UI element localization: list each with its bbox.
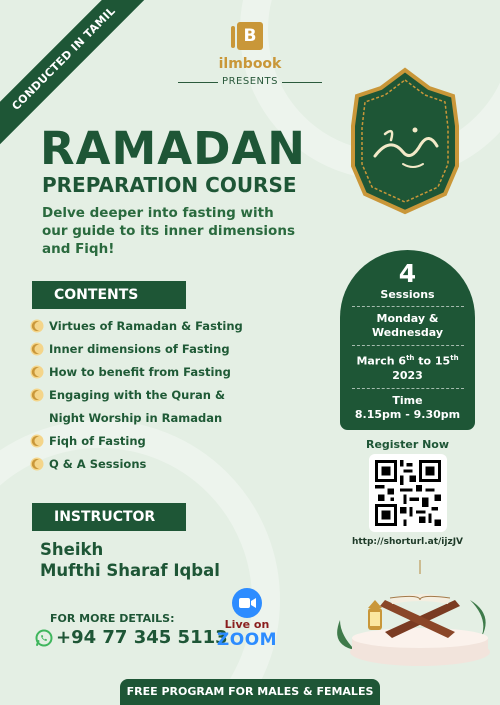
list-item — [30, 387, 243, 426]
footer-banner: FREE PROGRAM FOR MALES & FEMALES — [120, 679, 380, 705]
zoom-camera-icon — [232, 588, 262, 618]
qr-code[interactable] — [369, 454, 447, 532]
session-days-line: Monday & — [376, 312, 439, 325]
instructor-name-line: Sheikh — [40, 540, 104, 559]
crescent-moon-icon — [30, 457, 44, 471]
session-days — [340, 312, 475, 340]
whatsapp-icon — [35, 629, 53, 647]
session-year: 2023 — [392, 368, 423, 382]
divider — [352, 388, 464, 389]
session-time-value: 8.15pm - 9.30pm — [354, 407, 461, 421]
register-url[interactable]: http://shorturl.at/ijzJV — [351, 537, 464, 547]
divider — [352, 345, 464, 346]
session-dates — [340, 351, 475, 383]
sessions-panel — [340, 250, 475, 430]
date-start-suffix: th — [406, 354, 415, 362]
list-item-text: Engaging with the Quran & — [49, 388, 225, 402]
instructor-name — [40, 539, 220, 581]
list-item-text: Night Worship in Ramadan — [49, 411, 223, 425]
contents-list — [30, 318, 243, 479]
list-item — [30, 318, 243, 334]
list-item-text: Inner dimensions of Fasting — [49, 342, 230, 356]
presents-label: PRESENTS — [222, 76, 278, 87]
divider-right — [282, 82, 322, 83]
list-item — [30, 456, 243, 472]
page-subtitle: PREPARATION COURSE — [42, 173, 297, 197]
list-item-text: Fiqh of Fasting — [49, 434, 146, 448]
session-days-line: Wednesday — [371, 326, 444, 339]
list-item-text: How to benefit from Fasting — [49, 365, 231, 379]
crescent-moon-icon — [30, 319, 44, 333]
list-item-text: Q & A Sessions — [49, 457, 147, 471]
register-now-label: Register Now — [365, 438, 450, 451]
zoom-live-label: Live on — [224, 618, 270, 631]
logo-letter: B — [243, 26, 257, 46]
tagline-line: our guide to its inner dimensions — [42, 223, 295, 239]
contents-heading — [32, 281, 186, 309]
session-count: 4 — [398, 259, 417, 288]
date-end: to 15 — [414, 354, 451, 368]
more-details-label: FOR MORE DETAILS: — [50, 612, 175, 625]
ribbon-label: CONDUCTED IN TAMIL — [0, 0, 159, 154]
list-item-text: Virtues of Ramadan & Fasting — [49, 319, 243, 333]
crescent-moon-icon — [30, 388, 44, 402]
instructor-heading — [32, 503, 186, 531]
tagline-line: Delve deeper into fasting with — [42, 205, 274, 221]
zoom-platform-label: ZOOM — [216, 630, 278, 650]
brand-name: ilmbook — [218, 56, 282, 72]
list-item — [30, 433, 243, 449]
crescent-moon-icon — [30, 342, 44, 356]
phone-number-text: +94 77 345 5113 — [56, 627, 228, 648]
ramadan-kareem-emblem — [345, 66, 465, 216]
page-title: RAMADAN — [40, 122, 306, 175]
crescent-moon-icon — [30, 365, 44, 379]
qr-code-image — [375, 460, 441, 526]
ilmbook-logo-icon — [237, 22, 263, 50]
instructor-name-line: Mufthi Sharaf Iqbal — [40, 561, 220, 580]
crescent-moon-icon — [30, 434, 44, 448]
phone-number[interactable] — [35, 627, 228, 648]
session-count-label: Sessions — [380, 288, 435, 301]
list-item — [30, 364, 243, 380]
session-date-range — [340, 351, 475, 369]
divider — [352, 306, 464, 307]
date-end-suffix: th — [450, 354, 459, 362]
date-start: March 6 — [356, 354, 407, 368]
quran-on-stand-illustration — [330, 560, 500, 680]
list-item — [30, 341, 243, 357]
session-time-label: Time — [392, 393, 423, 407]
tagline — [42, 204, 312, 258]
tagline-line: and Fiqh! — [42, 241, 115, 257]
instructor-heading-label: INSTRUCTOR — [54, 509, 156, 525]
contents-heading-label: CONTENTS — [54, 287, 139, 303]
session-time — [340, 394, 475, 422]
